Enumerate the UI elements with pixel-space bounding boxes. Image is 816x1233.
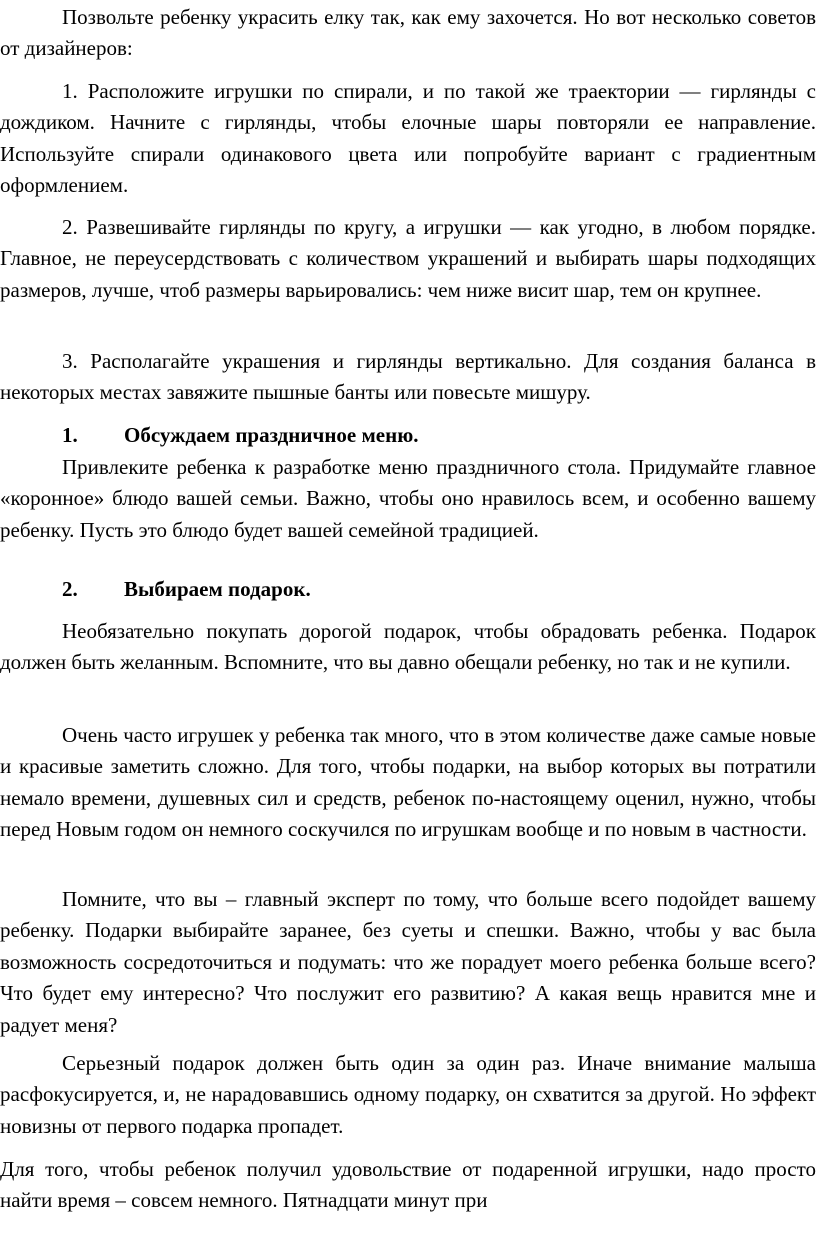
paragraph-tip-1: 1. Расположите игрушки по спирали, и по такой же траектории — гирлянды с дождиком. Начните с гирлянды, чтобы елочные шары повторяли ее направление. Используйте спирали одинакового цвета или попробуйте вариант с градиентным оформлением. <box>0 79 816 198</box>
section-heading-menu <box>62 420 816 451</box>
heading-number: 2. <box>62 577 78 601</box>
section-heading-gift <box>62 574 816 605</box>
paragraph-gift-1: Необязательно покупать дорогой подарок, чтобы обрадовать ребенка. Подарок должен быть желанным. Вспомните, что вы давно обещали ребенку, но так и не купили. <box>0 619 816 675</box>
heading-text: Выбираем подарок. <box>124 577 311 601</box>
paragraph-gift-3: Помните, что вы – главный эксперт по тому, что больше всего подойдет вашему ребенку. Подарки выбирайте заранее, без суеты и спешки. Важно, чтобы у вас была возможность сосредоточиться и подумать: что же порадует моего ребенка больше всего? Что будет ему интересно? Что послужит его развитию? А какая вещь нравится мне и радует меня? <box>0 887 816 1037</box>
paragraph-tip-3: 3. Располагайте украшения и гирлянды вертикально. Для создания баланса в некоторых местах завяжите пышные банты или повесьте мишуру. <box>0 349 816 405</box>
paragraph-final: Для того, чтобы ребенок получил удовольствие от подаренной игрушки, надо просто найти время – совсем немного. Пятнадцати минут при <box>0 1157 816 1213</box>
paragraph-gift-2: Очень часто игрушек у ребенка так много, что в этом количестве даже самые новые и красивые заметить сложно. Для того, чтобы подарки, на выбор которых вы потратили немало времени, душевных сил и средств, ребенок по-настоящему оценил, нужно, чтобы перед Новым годом он немного соскучился по игрушкам вообще и по новым в частности. <box>0 723 816 842</box>
paragraph-menu: Привлеките ребенка к разработке меню праздничного стола. Придумайте главное «коронное» блюдо вашей семьи. Важно, чтобы оно нравилось всем, и особенно вашему ребенку. Пусть это блюдо будет вашей семейной традицией. <box>0 455 816 542</box>
paragraph-gift-4: Серьезный подарок должен быть один за один раз. Иначе внимание малыша расфокусируется, и, не нарадовавшись одному подарку, он схватится за другой. Но эффект новизны от первого подарка пропадет. <box>0 1051 816 1138</box>
paragraph-tip-2: 2. Развешивайте гирлянды по кругу, а игрушки — как угодно, в любом порядке. Главное, не переусердствовать с количеством украшений и выбирать шары подходящих размеров, лучше, чтоб размеры варьировались: чем ниже висит шар, тем он крупнее. <box>0 215 816 302</box>
heading-number: 1. <box>62 423 78 447</box>
paragraph-intro: Позвольте ребенку украсить елку так, как ему захочется. Но вот несколько советов от дизайнеров: <box>0 5 816 61</box>
heading-text: Обсуждаем праздничное меню. <box>124 423 419 447</box>
